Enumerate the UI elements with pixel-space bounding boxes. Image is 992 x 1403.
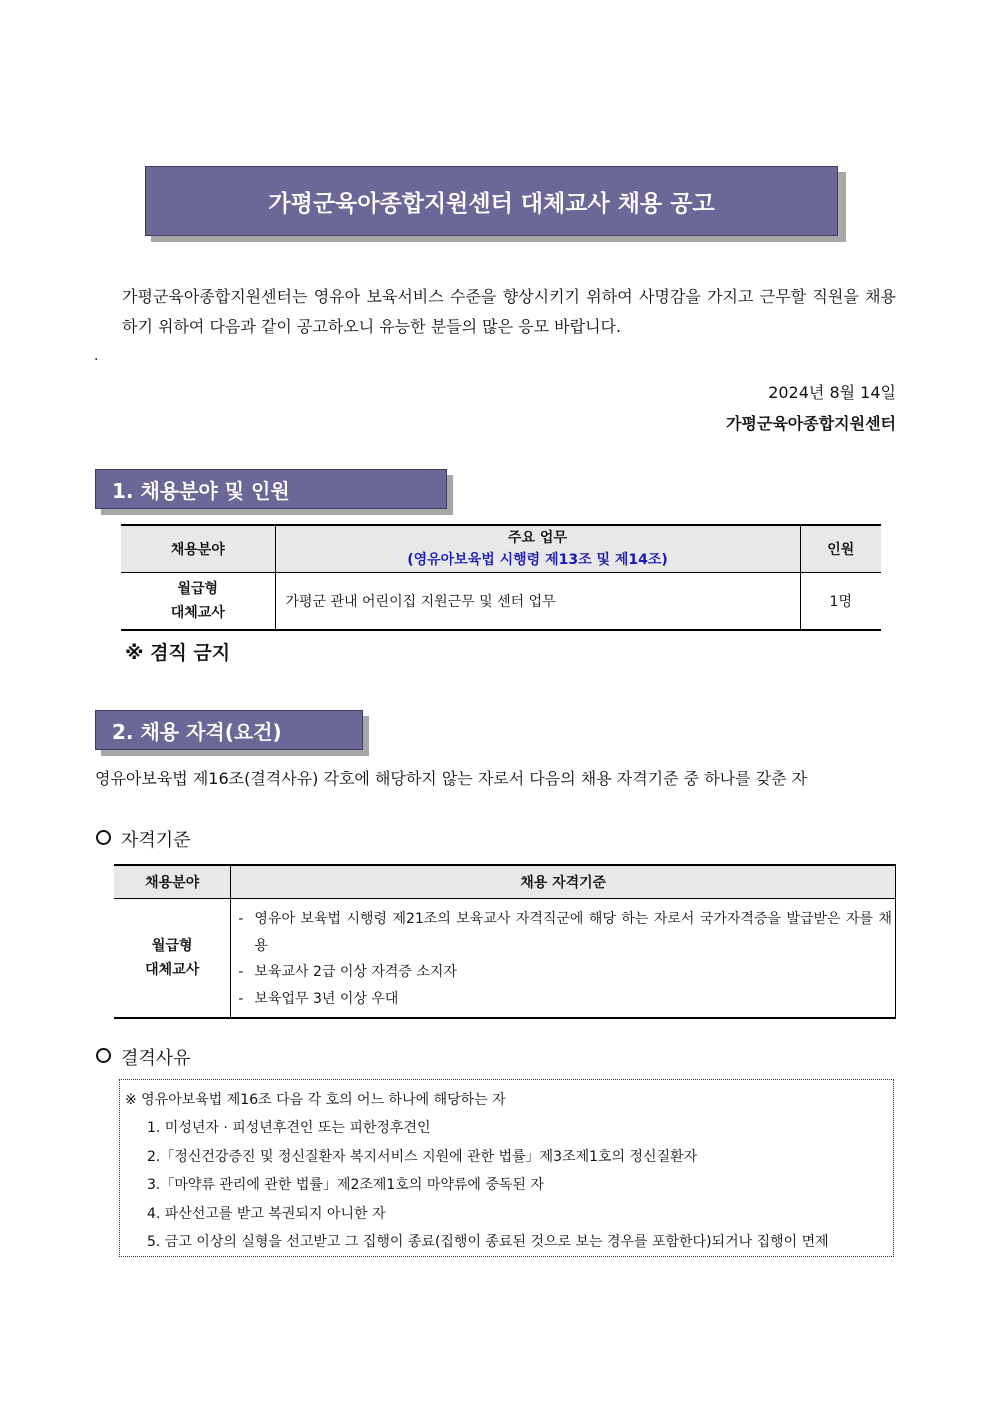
- qualification-description: 영유아보육법 제16조(결격사유) 각호에 해당하지 않는 자로서 다음의 채용 자격기준 중 하나를 갖춘 자: [95, 769, 808, 788]
- row-count: 1명: [800, 573, 881, 630]
- announcement-date: 2024년 8월 14일: [768, 383, 896, 402]
- disqualification-heading-text: 결격사유: [121, 1048, 191, 1069]
- intro-paragraph: 가평군육아종합지원센터는 영유아 보육서비스 수준을 향상시키기 위하여 사명감을 가지고 근무할 직원을 채용하기 위하여 다음과 같이 공고하오니 유능한 분들의 많은 응모 바랍니다.: [122, 287, 896, 336]
- list-item: 1. 미성년자 · 피성년후견인 또는 피한정후견인: [147, 1120, 431, 1136]
- row-duty: 가평군 관내 어린이집 지원근무 및 센터 업무: [275, 573, 800, 630]
- disqualification-box: [119, 1079, 894, 1257]
- disqualification-heading: [96, 1044, 191, 1070]
- disqualification-intro: ※ 영유아보육법 제16조 다음 각 호의 어느 하나에 해당하는 자: [125, 1092, 506, 1108]
- section1-title: 1. 채용분야 및 인원: [112, 478, 290, 503]
- criteria-list: [232, 900, 894, 1016]
- section1-header: [95, 469, 447, 509]
- section2-title: 2. 채용 자격(요건): [112, 719, 282, 744]
- criteria-table: [114, 864, 896, 1019]
- row-field-line2: 대체교사: [170, 604, 225, 621]
- header-duty-subtitle: (영유아보육법 시행령 제13조 및 제14조): [407, 552, 668, 568]
- circle-bullet-icon: [96, 1048, 111, 1063]
- list-item: - 보육교사 2급 이상 자격증 소지자: [254, 959, 892, 986]
- row-field: [121, 573, 275, 630]
- organization-name: 가평군육아종합지원센터: [725, 414, 896, 433]
- table-row: [121, 573, 881, 630]
- list-item: 3.「마약류 관리에 관한 법률」제2조제1호의 마약류에 중독된 자: [147, 1177, 544, 1193]
- list-item: - 보육업무 3년 이상 우대: [254, 986, 892, 1013]
- list-item: 4. 파산선고를 받고 복권되지 아니한 자: [147, 1205, 386, 1222]
- list-item: - 영유아 보육법 시행령 제21조의 보육교사 자격직군에 해당 하는 자로서 국가자격증을 발급받은 자를 채용: [254, 906, 892, 959]
- criteria-heading-text: 자격기준: [121, 830, 191, 851]
- page-title: [145, 166, 838, 236]
- page-title-text: 가평군육아종합지원센터 대체교사 채용 공고: [268, 190, 715, 217]
- criteria-field: [114, 899, 231, 1019]
- header-duty: [275, 525, 800, 573]
- header-count: 인원: [800, 525, 881, 573]
- criteria-heading: [96, 826, 191, 852]
- criteria-field-line1: 월급형: [151, 938, 193, 954]
- disqualification-list: [125, 1114, 893, 1257]
- criteria-field-line2: 대체교사: [145, 962, 200, 978]
- circle-bullet-icon: [96, 830, 111, 845]
- header-duty-title: 주요 업무: [508, 530, 567, 546]
- row-field-line1: 월급형: [177, 580, 219, 597]
- table-row: [114, 899, 896, 1019]
- list-item: 5. 금고 이상의 실형을 선고받고 그 집행이 종료(집행이 종료된 것으로 보는 경우를 포함한다)되거나 집행이 면제: [147, 1234, 829, 1250]
- recruitment-table: [121, 524, 881, 631]
- criteria-header-field: 채용분야: [114, 865, 231, 899]
- criteria-list-cell: [231, 899, 896, 1019]
- no-side-job-note: ※ 겸직 금지: [125, 642, 231, 664]
- stray-dot: .: [94, 348, 99, 364]
- criteria-header-criteria: 채용 자격기준: [231, 865, 896, 899]
- list-item: 2.「정신건강증진 및 정신질환자 복지서비스 지원에 관한 법률」제3조제1호의 정신질환자: [147, 1148, 698, 1165]
- section2-header: [95, 710, 363, 750]
- header-field: 채용분야: [121, 525, 275, 573]
